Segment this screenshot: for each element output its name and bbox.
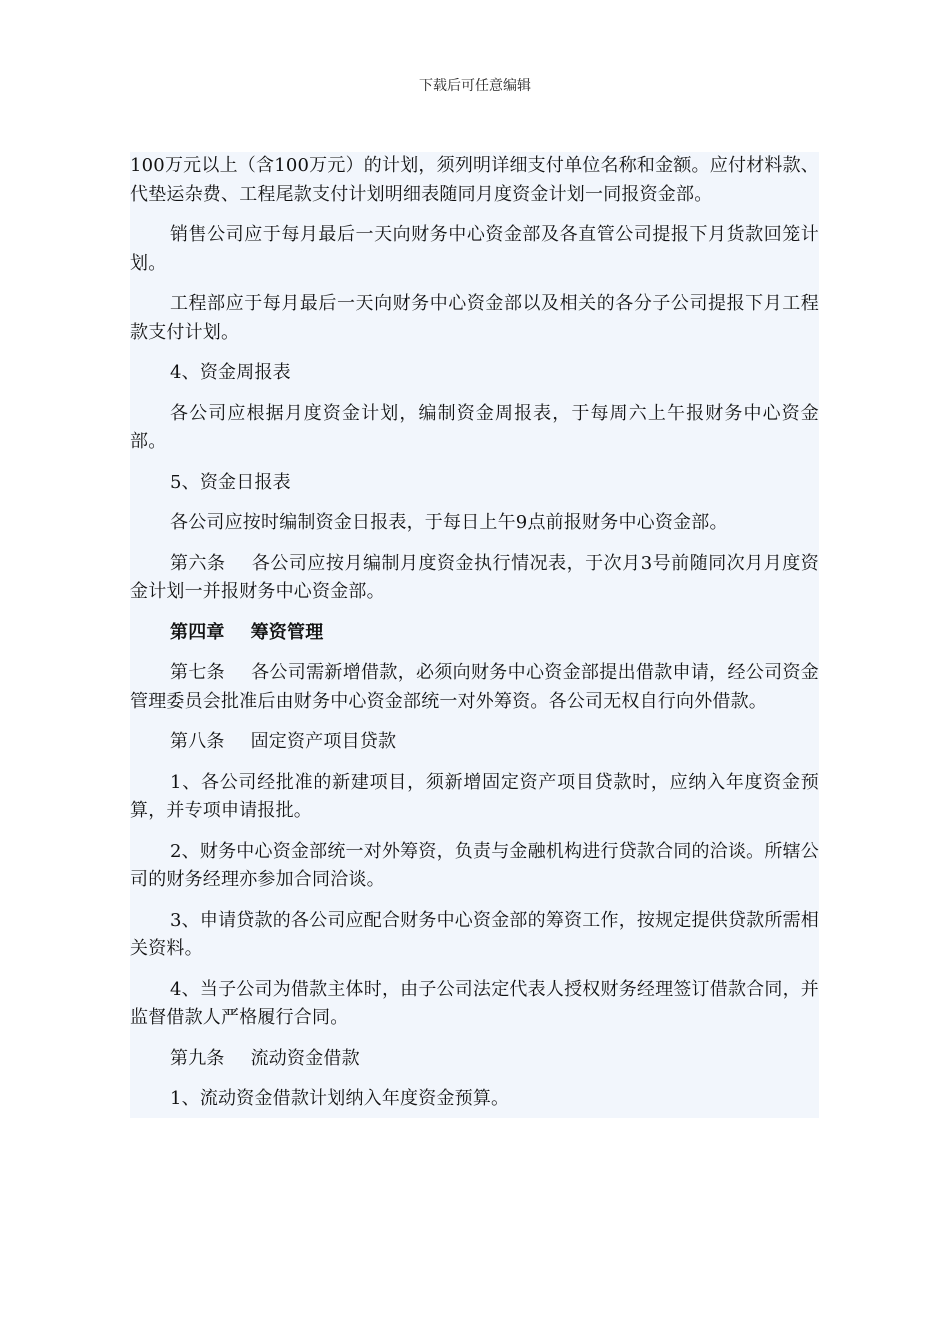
document-body: [130, 152, 819, 1118]
paragraph: 3、申请贷款的各公司应配合财务中心资金部的筹资工作，按规定提供贷款所需相关资料。: [130, 909, 819, 959]
paragraph: 各公司应按时编制资金日报表，于每日上午9点前报财务中心资金部。: [170, 512, 728, 533]
chapter-title: 筹资管理: [250, 621, 324, 643]
chapter-heading: [130, 619, 819, 648]
article-paragraph: [130, 659, 819, 716]
section-item: 4、资金周报表: [170, 362, 291, 383]
section-item: 5、资金日报表: [170, 471, 291, 493]
article-text: 固定资产项目贷款: [250, 731, 397, 752]
article-paragraph: [130, 728, 819, 757]
paragraph: 100万元以上（含100万元）的计划，须列明详细支付单位名称和金额。应付材料款、代垫运杂费、工程尾款支付计划明细表随同月度资金计划一同报资金部。: [130, 155, 819, 205]
chapter-label: 第四章: [170, 621, 225, 643]
article-label: 第七条: [170, 662, 225, 683]
article-label: 第九条: [170, 1047, 225, 1069]
paragraph: 销售公司应于每月最后一天向财务中心资金部及各直管公司提报下月货款回笼计划。: [130, 224, 819, 274]
paragraph: 1、流动资金借款计划纳入年度资金预算。: [170, 1088, 510, 1109]
article-label: 第六条: [170, 552, 226, 574]
article-text: 各公司需新增借款，必须向财务中心资金部提出借款申请，经公司资金管理委员会批准后由财务中心资金部统一对外筹资。各公司无权自行向外借款。: [130, 662, 819, 712]
paragraph: 1、各公司经批准的新建项目，须新增固定资产项目贷款时，应纳入年度资金预算，并专项申请报批。: [130, 771, 819, 821]
article-text: 各公司应按月编制月度资金执行情况表，于次月3号前随同次月月度资金计划一并报财务中心资金部。: [130, 552, 819, 602]
article-text: 流动资金借款: [250, 1047, 360, 1069]
paragraph: 4、当子公司为借款主体时，由子公司法定代表人授权财务经理签订借款合同，并监督借款人严格履行合同。: [130, 978, 819, 1028]
article-label: 第八条: [170, 731, 225, 752]
page-header: 下载后可任意编辑: [419, 78, 531, 94]
paragraph: 2、财务中心资金部统一对外筹资，负责与金融机构进行贷款合同的洽谈。所辖公司的财务经理亦参加合同洽谈。: [130, 840, 819, 890]
article-paragraph: [130, 1045, 819, 1074]
article-paragraph: [130, 550, 819, 607]
paragraph: 各公司应根据月度资金计划，编制资金周报表，于每周六上午报财务中心资金部。: [130, 402, 819, 452]
paragraph: 工程部应于每月最后一天向财务中心资金部以及相关的各分子公司提报下月工程款支付计划。: [130, 293, 819, 343]
